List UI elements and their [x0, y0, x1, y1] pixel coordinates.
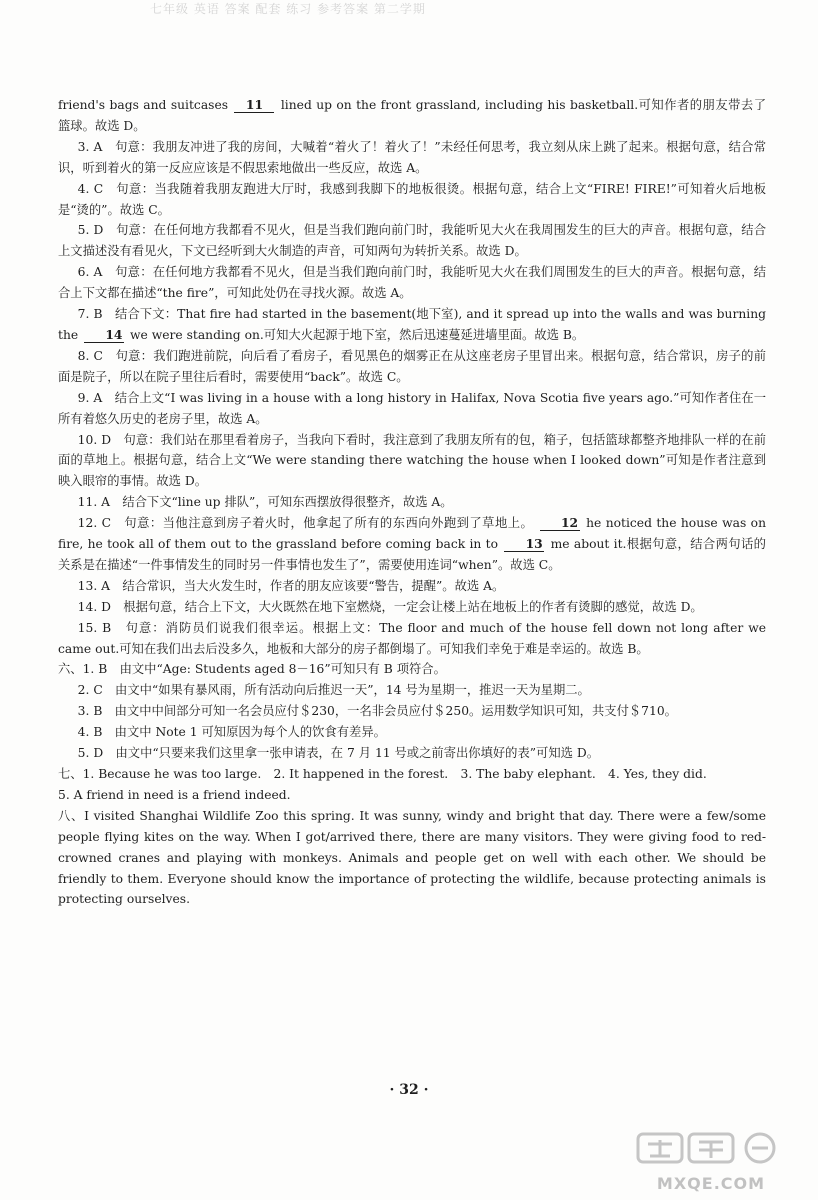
blank-marker: 12: [540, 516, 580, 531]
answer-text: 八、I visited Shanghai Wildlife Zoo this spring. It was sunny, windy and bright that day. There were a few/some people flying kites on the way. When I got/arrived there, there are many visitors. They were giving food to red-crowned cranes and playing with monkeys. Animals and people get on well with each other. We should be friendly to them. Everyone should know the importance of protecting the wildlife, because protecting animals is protecting ourselves.: [58, 808, 766, 907]
answer-text: 10. D 句意：我们站在那里看着房子，当我向下看时，我注意到了我朋友所有的包，箱子，包括篮球都整齐地排队一样的在前面的草地上。根据句意，结合上文“We were standing there watching the house when I looked down”可知是作者注意到映入眼帘的事情。故选 D。: [58, 432, 766, 489]
answer-text: 4. B 由文中 Note 1 可知原因为每个人的饮食有差异。: [77, 725, 386, 740]
answer-paragraph: [58, 618, 766, 660]
answer-text: 5. A friend in need is a friend indeed.: [58, 787, 291, 802]
answer-text: 5. D 由文中“只要来我们这里拿一张申请表，在 7 月 11 号或之前寄出你填好的表”可知选 D。: [77, 746, 600, 761]
answer-paragraph: [58, 785, 766, 806]
answer-text: 3. B 由文中中间部分可知一名会员应付＄230，一名非会员应付＄250。运用数学知识可知，共支付＄710。: [77, 704, 677, 719]
answer-text: 12. C 句意：当他注意到房子着火时，他拿起了所有的东西向外跑到了草地上。: [77, 516, 534, 531]
answer-paragraph: [58, 346, 766, 388]
blank-marker: 11: [234, 98, 274, 113]
blank-marker: 13: [504, 537, 544, 552]
answer-paragraph: [58, 513, 766, 576]
answer-key-body: [58, 95, 766, 910]
answer-paragraph: [58, 137, 766, 179]
answer-paragraph: [58, 806, 766, 911]
answer-text: 六、1. B 由文中“Age: Students aged 8－16”可知只有 B 项符合。: [58, 662, 446, 677]
answer-paragraph: [58, 576, 766, 597]
answer-text: 5. D 句意：在任何地方我都看不见火，但是当我们跑向前门时，我能听见大火在我周围发生的巨大的声音。根据句意，结合上文描述没有看见火，下文已经听到大火制造的声音，可知两句为转折关系。故选 D。: [58, 223, 766, 259]
answer-text: me about it.根据句意，结合两句话的关系是在描述“一件事情发生的同时另一件事情也发生了”，需要使用连词“when”。故选 C。: [58, 537, 766, 572]
answer-paragraph: [58, 262, 766, 304]
answer-text: 9. A 结合上文“I was living in a house with a long history in Halifax, Nova Scotia five years ago.”可知作者住在一所有着悠久历史的老房子里，故选 A。: [58, 390, 766, 426]
answer-paragraph: [58, 388, 766, 430]
answer-paragraph: [58, 492, 766, 513]
answer-paragraph: [58, 430, 766, 493]
answer-paragraph: [58, 95, 766, 137]
answer-text: 4. C 句意：当我随着我朋友跑进大厅时，我感到我脚下的地板很烫。根据句意，结合上文“FIRE! FIRE!”可知着火后地板是“烫的”。故选 C。: [58, 181, 766, 217]
answer-paragraph: [58, 722, 766, 743]
answer-text: 11. A 结合下文“line up 排队”，可知东西摆放得很整齐，故选 A。: [77, 495, 453, 510]
blank-marker: 14: [84, 328, 124, 343]
answer-text: 13. A 结合常识，当大火发生时，作者的朋友应该要“警告，提醒”。故选 A。: [77, 578, 505, 593]
answer-text: 2. C 由文中“如果有暴风雨，所有活动向后推迟一天”，14 号为星期一，推迟一天为星期二。: [77, 683, 590, 698]
answer-text: 6. A 句意：在任何地方我都看不见火，但是当我们跑向前门时，我能听见大火在我们周围发生的巨大的声音。根据句意，结合上下文都在描述“the fire”，可知此处仍在寻找火源。故选 A。: [58, 265, 766, 301]
answer-text: lined up on the front grassland, including his basketball.可知作者的朋友带去了篮球。故选 D。: [58, 98, 766, 133]
watermark-icon: [636, 1130, 786, 1166]
answer-text: 15. B 句意：消防员们说我们很幸运。根据上文：The floor and much of the house fell down not long after we came out.可知在我们出去后没多久，地板和大部分的房子都倒塌了。可知我们幸免于难是幸运的。故选 B。: [58, 620, 766, 656]
watermark-url: MXQE.COM: [656, 1174, 766, 1193]
answer-paragraph: [58, 659, 766, 680]
watermark-logo: [616, 1130, 806, 1193]
answer-text: friend's bags and suitcases: [58, 98, 229, 112]
answer-paragraph: [58, 220, 766, 262]
answer-text: we were standing on.可知大火起源于地下室，然后迅速蔓延进墙里面。故选 B。: [129, 327, 585, 342]
watermark-logo-mark: [616, 1130, 806, 1175]
answer-paragraph: [58, 701, 766, 722]
answer-paragraph: [58, 743, 766, 764]
answer-text: 7. B 结合下文：That fire had started in the basement(地下室), and it spread up into the walls and was burning the: [58, 307, 766, 342]
answer-paragraph: [58, 597, 766, 618]
answer-paragraph: [58, 179, 766, 221]
page-number: · 32 ·: [389, 1082, 429, 1098]
answer-text: 3. A 句意：我朋友冲进了我的房间，大喊着“着火了！着火了！”未经任何思考，我立刻从床上跳了起来。根据句意，结合常识，听到着火的第一反应应该是不假思索地做出一些反应，故选 A。: [58, 139, 766, 175]
bleed-through-header: 七年级 英语 答案 配套 练习 参考答案 第二学期: [150, 2, 426, 16]
answer-text: 8. C 句意：我们跑进前院，向后看了看房子，看见黑色的烟雾正在从这座老房子里冒出来。根据句意，结合常识，房子的前面是院子，所以在院子里往后看时，需要使用“back”。故选 C。: [58, 348, 766, 384]
answer-paragraph: [58, 764, 766, 785]
answer-text: 七、1. Because he was too large. 2. It happened in the forest. 3. The baby elephant. 4. Yes, they did.: [58, 767, 707, 781]
answer-paragraph: [58, 680, 766, 701]
answer-paragraph: [58, 304, 766, 346]
answer-text: he noticed the house was on fire, he took all of them out to the grassland before coming back in to: [58, 516, 766, 552]
answer-text: 14. D 根据句意，结合上下文，大火既然在地下室燃烧，一定会让楼上站在地板上的作者有烫脚的感觉，故选 D。: [77, 599, 703, 614]
